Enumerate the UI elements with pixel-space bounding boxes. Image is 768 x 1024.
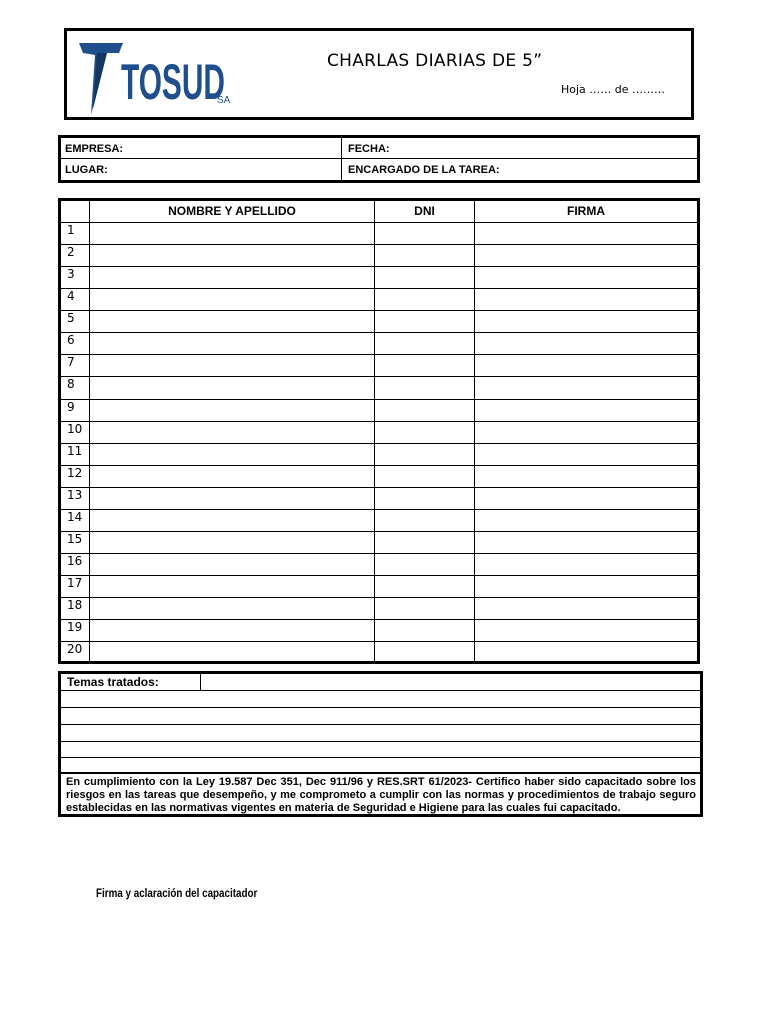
row-number: 6 xyxy=(67,333,75,348)
row-number: 19 xyxy=(67,620,83,635)
row-number: 3 xyxy=(67,267,75,282)
row-number: 8 xyxy=(67,377,75,392)
row-divider xyxy=(61,266,697,267)
row-divider xyxy=(61,487,697,488)
row-number: 16 xyxy=(67,554,83,569)
row-divider xyxy=(61,244,697,245)
row-divider xyxy=(61,597,697,598)
row-divider xyxy=(61,421,697,422)
info-table xyxy=(58,135,700,183)
row-number: 7 xyxy=(67,355,75,370)
row-divider xyxy=(61,310,697,311)
form-header xyxy=(64,28,694,120)
column-header-dni: DNI xyxy=(414,204,435,218)
row-divider xyxy=(61,399,697,400)
row-divider xyxy=(61,332,697,333)
row-number: 5 xyxy=(67,311,75,326)
row-divider xyxy=(61,619,697,620)
row-number: 9 xyxy=(67,399,75,414)
row-divider xyxy=(61,553,697,554)
row-number: 2 xyxy=(67,245,75,260)
company-logo xyxy=(77,39,237,115)
encargado-label: ENCARGADO DE LA TAREA: xyxy=(348,164,500,176)
certification-text: En cumplimiento con la Ley 19.587 Dec 351, Dec 911/96 y RES.SRT 61/2023- Certifico haber sido capacitado sobre los riesgos en las tareas que desempeño, y me comprometo a cumplir con las normas y procedimientos de trabajo seguro establecidas en las normativas vigentes en materia de Seguridad e Higiene para las cuales fui capacitado. xyxy=(66,776,696,814)
logo-suffix: SA xyxy=(217,95,231,106)
fecha-label: FECHA: xyxy=(348,143,390,155)
attendance-table xyxy=(58,198,700,664)
row-number: 11 xyxy=(67,443,83,458)
column-header-signature: FIRMA xyxy=(567,204,605,218)
row-number: 15 xyxy=(67,531,83,546)
row-number: 4 xyxy=(67,289,75,304)
row-divider xyxy=(61,465,697,466)
row-divider xyxy=(61,575,697,576)
row-divider xyxy=(61,531,697,532)
row-number: 12 xyxy=(67,465,83,480)
topics-table xyxy=(58,671,703,817)
row-divider xyxy=(61,641,697,642)
row-divider xyxy=(61,354,697,355)
topics-label: Temas tratados: xyxy=(67,675,159,689)
row-divider xyxy=(61,443,697,444)
row-number: 20 xyxy=(67,642,83,657)
logo-wordmark: TOSUD xyxy=(121,54,225,110)
form-title: CHARLAS DIARIAS DE 5” xyxy=(327,51,543,71)
lugar-label: LUGAR: xyxy=(65,164,108,176)
row-divider xyxy=(61,288,697,289)
column-header-name: NOMBRE Y APELLIDO xyxy=(168,204,296,218)
row-number: 13 xyxy=(67,487,83,502)
row-divider xyxy=(61,509,697,510)
trainer-signature-label: Firma y aclaración del capacitador xyxy=(96,886,258,900)
row-divider xyxy=(61,222,697,223)
row-number: 17 xyxy=(67,576,83,591)
row-number: 18 xyxy=(67,598,83,613)
row-number: 14 xyxy=(67,509,83,524)
row-divider xyxy=(61,376,697,377)
tosud-logo-icon xyxy=(77,39,237,115)
row-number: 1 xyxy=(67,223,75,237)
empresa-label: EMPRESA: xyxy=(65,143,124,155)
sheet-number: Hoja …… de ……… xyxy=(561,83,666,96)
row-number: 10 xyxy=(67,421,83,436)
